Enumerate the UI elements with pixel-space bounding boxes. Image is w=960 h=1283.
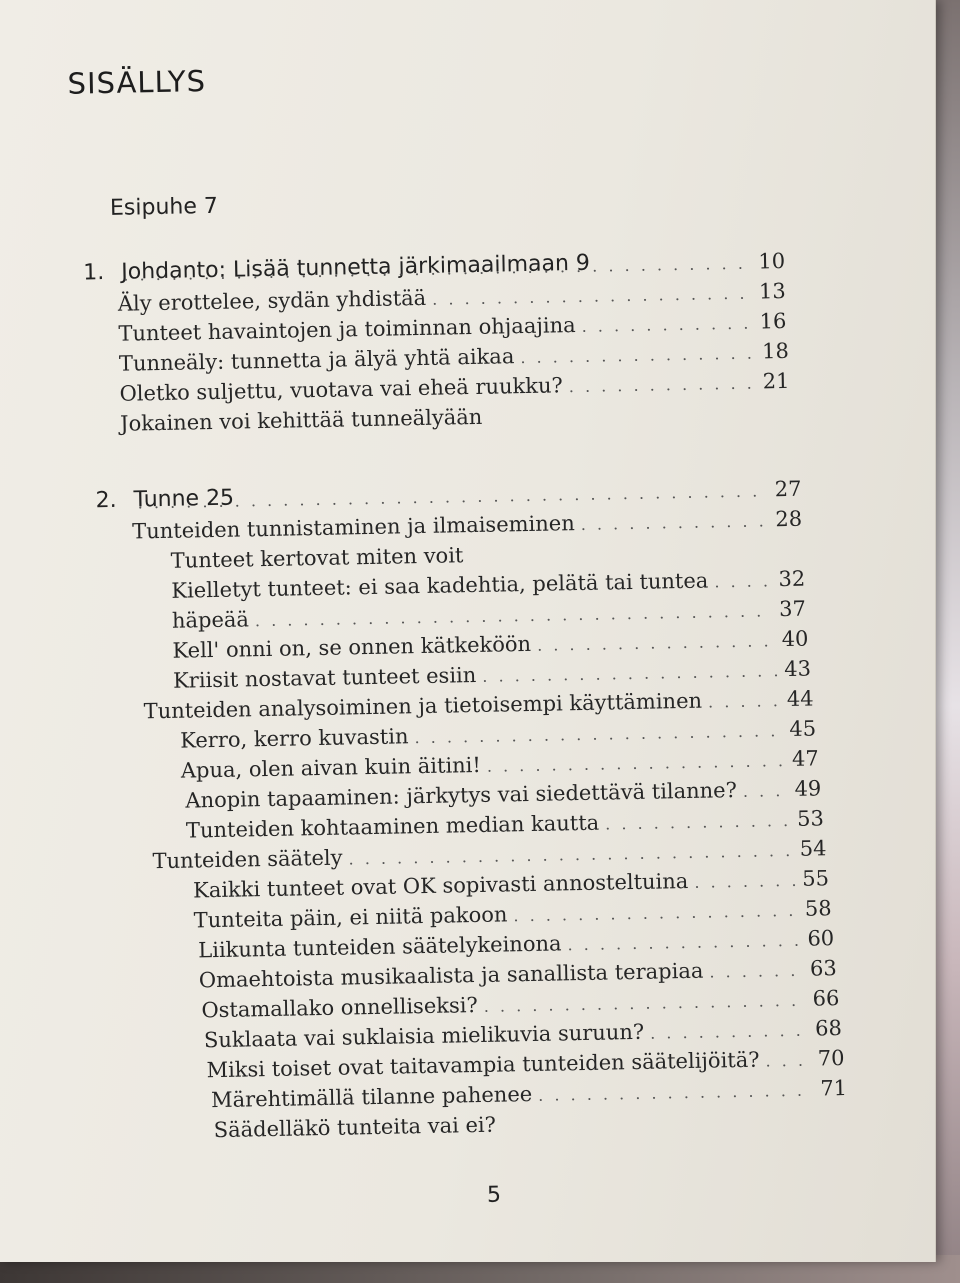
chapter-title: Johdanto: Lisää tunnetta järkimaailmaan 9 [121, 250, 591, 285]
toc-entry-page: 63 [809, 956, 837, 981]
dot-leader [605, 811, 791, 834]
toc-entry-label: Liikunta tunteiden säätelykeinona [198, 931, 562, 963]
toc-entry-label: Tunneäly: tunnetta ja älyä yhtä aikaa [118, 344, 515, 376]
dot-leader [694, 871, 796, 892]
toc-entry-page: 60 [807, 926, 835, 951]
toc-entry [186, 806, 824, 842]
toc-entry-label: Kaikki tunteet ovat OK sopivasti annosteltuina [192, 868, 689, 903]
toc-entry-page: 18 [761, 338, 790, 364]
chapter-number: 1. [83, 260, 105, 286]
toc-entry-page: 54 [799, 836, 827, 861]
chapter-title: Tunne 25 [133, 485, 235, 513]
toc-entry [173, 657, 811, 693]
toc-entry-page: 13 [758, 278, 786, 304]
toc-entry-label: Säädelläkö tunteita vai ei? [213, 1112, 497, 1143]
toc-entry-label: Tunteiden analysoiminen ja tietoisempi käyttäminen [143, 688, 703, 724]
dot-leader [581, 511, 770, 534]
toc-entry-label: Tunteiden tunnistaminen ja ilmaiseminen [131, 511, 575, 544]
toc-entry [120, 399, 788, 436]
toc-entry-label: Anopin tapaaminen: järkytys vai siedettävä tilanne? [185, 778, 738, 813]
dot-leader [484, 991, 807, 1016]
chapter-number: 2. [95, 487, 117, 514]
dot-leader [538, 1081, 815, 1105]
toc-entry-page: 45 [789, 716, 817, 741]
toc-entry [211, 1076, 847, 1112]
dot-leader [255, 601, 774, 630]
toc-entry [180, 716, 816, 752]
toc-entry-label: Omaehtoista musikaalista ja sanallista terapiaa [198, 958, 704, 993]
toc-entry [193, 866, 829, 902]
toc-entry-label: Kell' onni on, se onnen kätkeköön [172, 631, 532, 663]
toc-entry-page: 47 [791, 746, 819, 771]
toc-entry-label: Kriisit nostavat tunteet esiin [172, 662, 477, 693]
toc-entry [206, 1046, 844, 1082]
toc-entry-page: 32 [778, 566, 806, 592]
toc-entry-page: 16 [759, 308, 787, 334]
toc-entry [171, 567, 805, 603]
toc-entry [198, 926, 834, 962]
page-number: 5 [486, 1182, 502, 1208]
toc-entry [204, 1016, 842, 1052]
toc-entry [172, 597, 806, 633]
toc-entry-label: Ostamallako onnelliseksi? [201, 993, 478, 1023]
toc-entry-page: 43 [784, 656, 812, 682]
dot-leader [520, 344, 756, 368]
toc-entry [193, 896, 831, 932]
toc-entry-page: 66 [812, 986, 840, 1011]
toc-entry [199, 956, 837, 992]
toc-entry-label: Märehtimällä tilanne pahenee [210, 1081, 533, 1113]
toc-entry [171, 537, 803, 573]
dot-leader [743, 781, 789, 801]
dot-leader [482, 661, 778, 686]
dot-leader [569, 374, 757, 397]
toc-entry-label: Tunteiden säätely [152, 845, 343, 874]
toc-entry-page: 44 [786, 686, 814, 712]
dot-leader [567, 931, 801, 954]
dot-leader [414, 721, 783, 747]
dot-leader [714, 571, 773, 591]
dot-leader [650, 1021, 809, 1043]
toc-entry-page: 49 [794, 776, 822, 801]
dot-leader [537, 631, 776, 655]
dot-leader [487, 751, 787, 776]
toc-entry-label: Tunteita päin, ei niitä pakoon [193, 902, 508, 933]
toc-entry-page: 28 [775, 506, 803, 532]
toc-entry-page: 58 [804, 896, 832, 921]
dot-leader [581, 314, 753, 336]
toc-entry-page: 55 [802, 866, 830, 891]
dot-leader [709, 961, 804, 982]
toc-entry [181, 746, 819, 782]
toc-entry-page: 53 [796, 806, 825, 831]
toc-entry-label: Suklaata vai suklaisia mielikuvia suruun? [203, 1019, 645, 1053]
toc-entry-label: Kerro, kerro kuvastin [180, 724, 409, 753]
toc-entry-label: Oletko suljettu, vuotava vai eheä ruukku? [119, 373, 564, 406]
toc-entry-page: 40 [781, 626, 809, 652]
dot-leader [765, 1051, 812, 1071]
toc-entry-label: Jokainen voi kehittää tunneälyään [119, 404, 483, 436]
toc-entry [172, 627, 808, 663]
preface-entry: Esipuhe 7 [109, 193, 219, 221]
toc-entry-page: 37 [778, 596, 807, 622]
page-title: SISÄLLYS [67, 64, 207, 101]
toc-entry-label: Tunteiden kohtaaminen median kautta [185, 810, 600, 843]
toc-entry-label: Kielletyt tunteet: ei saa kadehtia, pelätä tai tuntea [171, 568, 709, 603]
toc-entry-label: Apua, olen aivan kuin äitini! [180, 752, 482, 783]
toc-entry-label: Tunteet kertovat miten voit [170, 543, 464, 573]
toc-entry [185, 776, 821, 812]
dot-leader [708, 691, 781, 711]
toc-entry-label: häpeää [171, 607, 250, 633]
toc-entry-page: 71 [820, 1075, 848, 1101]
dot-leader [432, 284, 753, 309]
toc-entry-page: 27 [774, 476, 802, 502]
dot-leader [348, 841, 794, 869]
toc-entry-page: 68 [814, 1016, 843, 1041]
toc-entry-page: 10 [758, 248, 786, 274]
dot-leader [513, 901, 799, 925]
toc-entry-label: Tunteet havaintojen ja toiminnan ohjaajina [118, 313, 576, 346]
toc-entry [214, 1106, 850, 1142]
toc-entry-page: 70 [817, 1045, 845, 1071]
toc-entry-label: Miksi toiset ovat taitavampia tunteiden säätelijöitä? [206, 1047, 760, 1083]
toc-entry-label: Äly erottelee, sydän yhdistää [117, 285, 427, 316]
toc-entry [201, 986, 839, 1022]
toc-entry-page: 21 [762, 368, 790, 394]
